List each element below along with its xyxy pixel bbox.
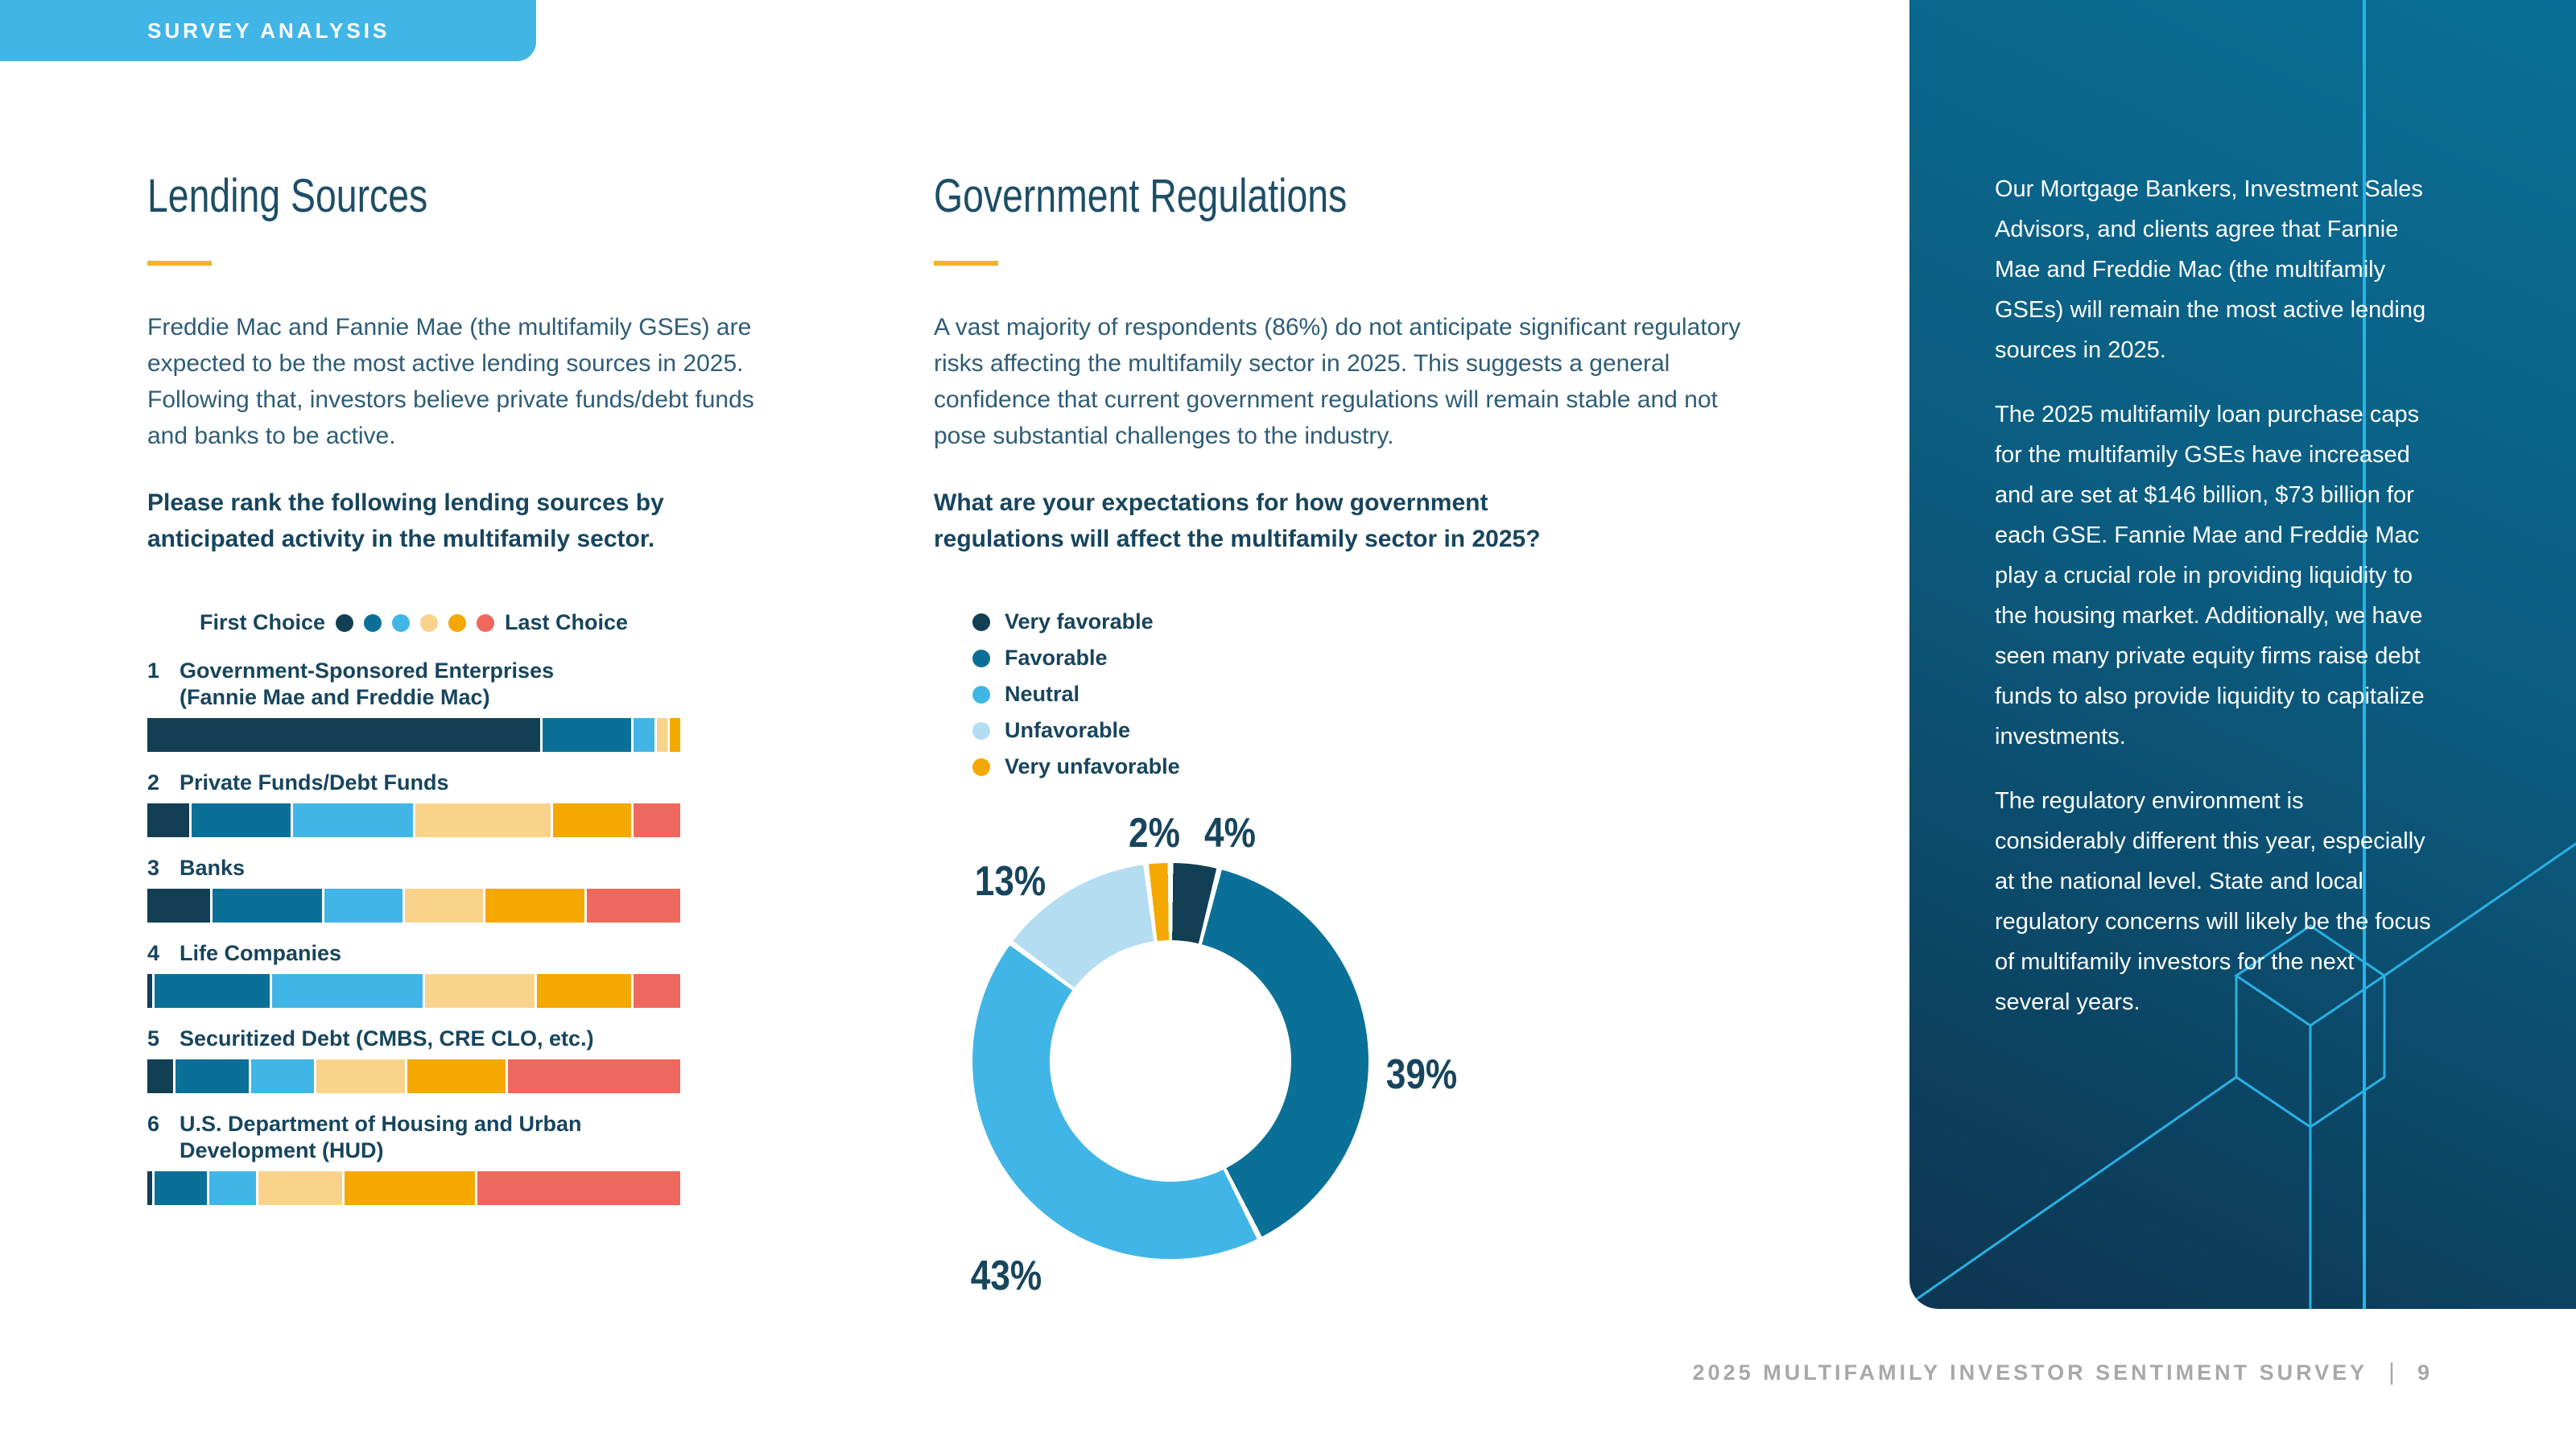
donut-legend-item [972, 640, 1747, 676]
bar-segment-rank-4 [316, 1059, 405, 1093]
donut-legend-label: Favorable [1005, 646, 1108, 670]
rank-row [147, 1111, 680, 1205]
rank-row-category: Banks [180, 856, 246, 880]
stacked-bar [147, 974, 680, 1008]
rank-row-number: 5 [147, 1026, 160, 1051]
bar-segment-rank-1 [147, 803, 189, 837]
donut-hole [1050, 940, 1291, 1182]
bar-segment-rank-5 [485, 889, 584, 923]
bar-segment-rank-5 [537, 974, 630, 1008]
bar-segment-rank-1 [147, 889, 210, 923]
bar-segment-rank-1 [147, 974, 152, 1008]
footer-page-number: 9 [2417, 1360, 2429, 1385]
bar-segment-rank-6 [634, 803, 680, 837]
bar-segment-rank-2 [155, 974, 269, 1008]
lending-sources-title: Lending Sources [147, 170, 428, 222]
bar-segment-rank-2 [213, 889, 322, 923]
page-footer [1693, 1359, 2429, 1386]
rank-legend-dot-3 [392, 614, 410, 632]
donut-legend-item [972, 676, 1747, 712]
bar-segment-rank-1 [147, 1171, 152, 1205]
rank-row [147, 770, 680, 837]
bar-segment-rank-4 [425, 974, 535, 1008]
lending-sources-section [147, 171, 801, 1223]
bar-segment-rank-3 [209, 1171, 256, 1205]
rank-row [147, 855, 680, 923]
government-regulations-title: Government Regulations [934, 170, 1348, 222]
title-accent-dash [147, 261, 212, 266]
rank-legend [147, 610, 680, 635]
bar-segment-rank-3 [293, 803, 413, 837]
lending-rank-bar-chart [147, 658, 680, 1205]
stacked-bar [147, 1059, 680, 1093]
sidebar-paragraph: Our Mortgage Bankers, Investment Sales Advisors, and clients agree that Fannie Mae and Freddie Mac (the multifamily GSEs) will remain the most active lending sources in 2025. [1995, 176, 2426, 363]
donut-legend-item [972, 604, 1747, 640]
sidebar-paragraph: The 2025 multifamily loan purchase caps for the multifamily GSEs have increased and are set at $146 billion, $73 billion for each GSE. Fannie Mae and Freddie Mac play a crucial role in providing liquidity to the housing market. Additionally, we have seen many private equity firms raise debt funds to also provide liquidity to capitalize investments. [1995, 402, 2425, 749]
bar-segment-rank-3 [272, 974, 423, 1008]
stacked-bar [147, 718, 680, 752]
rank-row-number: 4 [147, 941, 160, 965]
donut-legend-label: Unfavorable [1005, 718, 1131, 742]
bar-segment-rank-1 [147, 1059, 173, 1093]
bar-segment-rank-3 [634, 718, 654, 752]
bar-segment-rank-4 [258, 1171, 342, 1205]
rank-row-category: Securitized Debt (CMBS, CRE CLO, etc.) [180, 1026, 594, 1051]
donut-value-label: 2% [1129, 810, 1180, 857]
rank-legend-dot-2 [364, 614, 382, 632]
rank-row-label [147, 855, 680, 881]
regulations-donut-chart [970, 810, 1458, 1299]
bar-segment-rank-2 [543, 718, 632, 752]
government-regulations-question: What are your expectations for how government regulations will affect the multifamily sector in 2025? [934, 489, 1541, 552]
donut-legend-dot [972, 686, 990, 704]
stacked-bar [147, 1171, 680, 1205]
donut-legend-item [972, 749, 1747, 785]
footer-separator: | [2388, 1359, 2398, 1385]
rank-legend-first-label: First Choice [199, 610, 325, 634]
bar-segment-rank-5 [407, 1059, 506, 1093]
donut-legend-dot [972, 650, 990, 667]
bar-segment-rank-4 [415, 803, 551, 837]
sidebar-commentary-text [1995, 169, 2434, 1046]
government-regulations-body: A vast majority of respondents (86%) do not anticipate significant regulatory risks affecting the multifamily sector in 2025. This suggests a general confidence that current government regulations will remain stable and not pose substantial challenges to the industry. [934, 314, 1741, 449]
donut-value-label: 4% [1204, 810, 1256, 857]
bar-segment-rank-5 [670, 718, 680, 752]
commentary-sidebar [1909, 0, 2576, 1309]
bar-segment-rank-3 [251, 1059, 314, 1093]
bar-segment-rank-5 [345, 1171, 475, 1205]
donut-legend [972, 604, 1747, 785]
bar-segment-rank-2 [155, 1171, 207, 1205]
rank-row-category: Life Companies [180, 941, 342, 965]
rank-row-category: Private Funds/Debt Funds [180, 770, 449, 795]
rank-legend-last-label: Last Choice [504, 610, 629, 634]
donut-legend-dot [972, 758, 990, 776]
section-tab [0, 0, 536, 61]
rank-legend-dot-4 [420, 614, 438, 632]
rank-row-number: 3 [147, 856, 160, 880]
donut-legend-label: Neutral [1005, 682, 1080, 706]
section-tab-label: SURVEY ANALYSIS [147, 18, 390, 43]
rank-legend-dot-6 [477, 614, 494, 632]
sidebar-paragraph: The regulatory environment is considerably different this year, especially at the national level. State and local regulatory concerns will likely be the focus of multifamily investors for the next several years. [1995, 788, 2431, 1015]
rank-legend-dot-1 [336, 614, 353, 632]
rank-row [147, 940, 680, 1008]
footer-title: 2025 MULTIFAMILY INVESTOR SENTIMENT SURVEY [1692, 1360, 2368, 1385]
stacked-bar [147, 803, 680, 837]
rank-row-category: U.S. Department of Housing and Urban Development (HUD) [180, 1112, 582, 1162]
donut-legend-label: Very unfavorable [1005, 754, 1180, 778]
rank-row-category: Government-Sponsored Enterprises (Fannie Mae and Freddie Mac) [180, 658, 555, 709]
bar-segment-rank-4 [657, 718, 667, 752]
bar-segment-rank-6 [634, 974, 680, 1008]
bar-segment-rank-6 [587, 889, 680, 923]
bar-segment-rank-3 [324, 889, 402, 923]
rank-legend-dot-5 [448, 614, 466, 632]
rank-row-label [147, 658, 680, 711]
rank-row-number: 1 [147, 658, 160, 683]
stacked-bar [147, 889, 680, 923]
rank-row [147, 1026, 680, 1093]
bar-segment-rank-5 [553, 803, 631, 837]
bar-segment-rank-4 [405, 889, 483, 923]
lending-sources-question: Please rank the following lending sources by anticipated activity in the multifamily sector. [147, 489, 664, 552]
donut-legend-dot [972, 722, 990, 740]
donut-value-label: 39% [1385, 1051, 1458, 1098]
bar-segment-rank-6 [508, 1059, 680, 1093]
lending-sources-body: Freddie Mac and Fannie Mae (the multifamily GSEs) are expected to be the most active lending sources in 2025. Following that, investors believe private funds/debt funds and banks to be active. [147, 314, 754, 449]
rank-row-label [147, 940, 680, 967]
bar-segment-rank-6 [477, 1171, 680, 1205]
bar-segment-rank-2 [175, 1059, 249, 1093]
bar-segment-rank-2 [192, 803, 291, 837]
rank-row [147, 658, 680, 752]
government-regulations-section [934, 171, 1747, 785]
rank-row-label [147, 770, 680, 796]
rank-row-label [147, 1111, 680, 1164]
donut-value-label: 13% [974, 858, 1046, 905]
rank-row-label [147, 1026, 680, 1052]
title-accent-dash [934, 261, 998, 266]
rank-row-number: 2 [147, 770, 160, 795]
donut-legend-item [972, 712, 1747, 749]
donut-legend-dot [972, 613, 990, 631]
rank-row-number: 6 [147, 1112, 160, 1136]
donut-value-label: 43% [970, 1253, 1042, 1299]
donut-legend-label: Very favorable [1005, 609, 1154, 634]
bar-segment-rank-1 [147, 718, 540, 752]
